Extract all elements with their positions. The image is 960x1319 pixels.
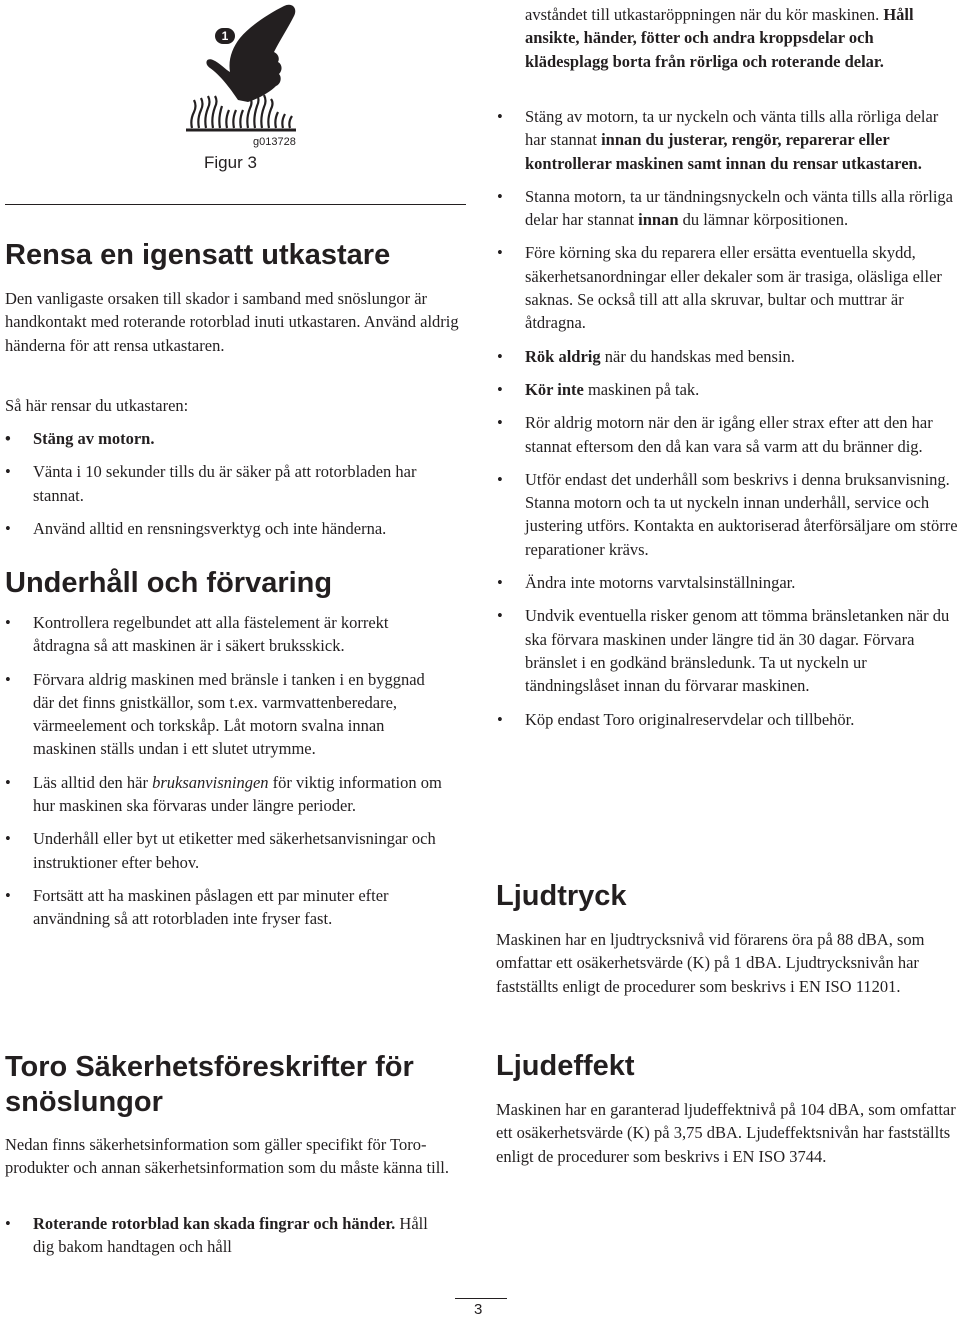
list-item: • Ändra inte motorns varvtalsinställningar. bbox=[497, 573, 796, 593]
rensa-lead: Så här rensar du utkastaren: bbox=[5, 396, 189, 415]
list-item: • Vänta i 10 sekunder tills du är säker på att rotorbladen har stannat. bbox=[5, 462, 417, 505]
heading-ljudtryck: Ljudtryck bbox=[496, 880, 627, 912]
list-item: • Förvara aldrig maskinen med bränsle i tanken i en byggnad där det finns gnistkällor, som t.ex. varmvattenberedare, värmeelement och torkskåp. Låt motorn svalna innan maskinen ställs undan i ett slutet utrymme. bbox=[5, 669, 425, 759]
toro-intro: Nedan finns säkerhetsinformation som gäller specifikt för Toro-produkter och annan säkerhetsinformation som du måste känna till. bbox=[5, 1135, 450, 1178]
list-item: • Stäng av motorn, ta ur nyckeln och vänta tills alla rörliga delar har stannat innan du justerar, rengör, reparerar eller kontrollerar maskinen samt innan du rensar utkastaren. bbox=[497, 107, 939, 173]
list-item: • Undvik eventuella risker genom att tömma bränsletanken när du ska förvara maskinen under längre tid än 30 dagar. Förvara bränslet i en godkänd bränsledunk. Ta ut nyckeln ur tändningslåset innan du förvarar maskinen. bbox=[497, 606, 950, 696]
list-item: • Rök aldrig när du handskas med bensin. bbox=[497, 346, 795, 366]
figure-3 bbox=[180, 0, 300, 145]
continued-item: avståndet till utkastaröppningen när du kör maskinen. Håll ansikte, händer, fötter och andra kroppsdelar och klädesplagg borta från rörliga och roterande delar. bbox=[525, 5, 914, 71]
figure-caption: Figur 3 bbox=[204, 153, 257, 172]
list-item: • Utför endast det underhåll som beskrivs i denna bruksanvisning. Stanna motorn och ta ut nyckeln innan underhåll, service och justering utförs. Kontakta en auktoriserad återförsäljare om större reparationer krävs. bbox=[497, 469, 958, 559]
safety-list bbox=[497, 105, 960, 731]
heading-ljudeffekt: Ljudeffekt bbox=[496, 1050, 635, 1082]
figure-divider bbox=[5, 204, 466, 205]
footer-rule bbox=[455, 1298, 507, 1299]
hand-in-rotor-warning-icon bbox=[180, 0, 300, 135]
list-item: • Använd alltid en rensningsverktyg och inte händerna. bbox=[5, 518, 387, 538]
list-item: • Före körning ska du reparera eller ersätta eventuella skydd, säkerhetsanordningar eller dekaler som är trasiga, oläsliga eller saknas. Se också till att alla skruvar, bultar och muttrar är åtdragna. bbox=[497, 243, 942, 333]
rensa-list bbox=[5, 427, 467, 540]
underhall-list bbox=[5, 611, 445, 931]
page-number: 3 bbox=[474, 1301, 483, 1318]
list-item: • Underhåll eller byt ut etiketter med säkerhetsanvisningar och instruktioner efter behov. bbox=[5, 829, 436, 872]
list-item: • Fortsätt att ha maskinen påslagen ett par minuter efter användning så att rotorbladen inte fryser fast. bbox=[5, 885, 389, 929]
toro-list bbox=[5, 1212, 445, 1259]
list-item: • Läs alltid den här bruksanvisningen för viktig information om hur maskinen ska förvaras under längre perioder. bbox=[5, 772, 442, 816]
list-item: • Stäng av motorn. bbox=[5, 429, 155, 448]
heading-underhall: Underhåll och förvaring bbox=[5, 567, 333, 599]
heading-rensa: Rensa en igensatt utkastare bbox=[5, 239, 391, 271]
figure-code: g013728 bbox=[253, 136, 296, 148]
manual-reference: bruksanvisningen bbox=[152, 772, 269, 792]
list-item: • Kontrollera regelbundet att alla fästelement är korrekt åtdragna så att maskinen är i säkert bruksskick. bbox=[5, 613, 389, 656]
list-item: • Stanna motorn, ta ur tändningsnyckeln och vänta tills alla rörliga delar har stannat innan du lämnar körpositionen. bbox=[497, 186, 953, 230]
rensa-intro: Den vanligaste orsaken till skador i samband med snöslungor är handkontakt med roterande rotorblad inuti utkastaren. Använd aldrig händerna för att rensa utkastaren. bbox=[5, 289, 459, 355]
list-item: • Kör inte maskinen på tak. bbox=[497, 379, 700, 399]
list-item: • Roterande rotorblad kan skada fingrar och händer. Håll dig bakom handtagen och håll bbox=[5, 1214, 428, 1257]
heading-toro: Toro Säkerhetsföreskrifter för snöslungor bbox=[5, 1051, 414, 1118]
list-item: • Rör aldrig motorn när den är igång eller strax efter att den har stannat eftersom den då kan vara så varm att du bränner dig. bbox=[497, 413, 933, 456]
callout-badge: 1 bbox=[215, 28, 235, 44]
ljudeffekt-text: Maskinen har en garanterad ljudeffektnivå på 104 dBA, som omfattar ett osäkerhetsvärde (K) på 3,75 dBA. Ljudeffektsnivån har fastställts enligt de procedurer som beskrivs i EN ISO 3744. bbox=[496, 1100, 956, 1166]
ljudtryck-text: Maskinen har en ljudtrycksnivå vid förarens öra på 88 dBA, som omfattar ett osäkerhetsvärde (K) på 1 dBA. Ljudtrycksnivån har fastställts enligt de procedurer som beskrivs i EN ISO 11201. bbox=[496, 930, 925, 996]
list-item: • Köp endast Toro originalreservdelar och tillbehör. bbox=[497, 709, 855, 729]
